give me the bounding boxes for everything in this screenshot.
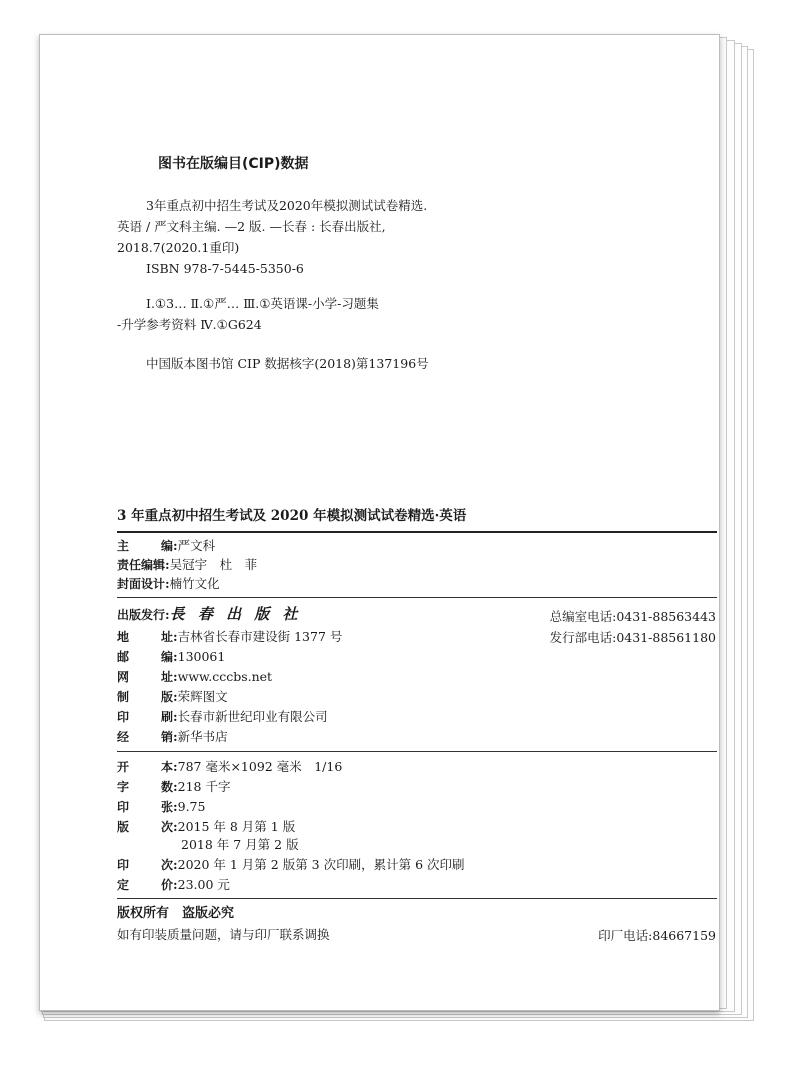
publisher-row: 出版发行:長 春 出 版 社	[117, 605, 302, 623]
publisher-row: 邮 编 :130061	[117, 649, 226, 664]
sales-phone: 发行部电话:0431-88561180	[549, 630, 716, 645]
spec-row: 印 张 :9.75	[117, 799, 206, 814]
publisher-row: 经 销 :新华书店	[117, 729, 228, 744]
cip-heading: 图书在版编目(CIP)数据	[158, 156, 309, 172]
divider	[117, 531, 717, 533]
cip-classification: Ⅰ.①3… Ⅱ.①严… Ⅲ.①英语课-小学-习题集	[146, 296, 379, 311]
spec-row: 印 次 :2020 年 1 月第 2 版第 3 次印刷，累计第 6 次印刷	[117, 857, 465, 872]
cip-record-number: 中国版本图书馆 CIP 数据核字(2018)第137196号	[146, 356, 429, 371]
spec-row-continued: 2018 年 7 月第 2 版	[181, 837, 299, 852]
spec-row: 定 价 :23.00 元	[117, 877, 230, 892]
publisher-row: 制 版 :荣辉图文	[117, 689, 228, 704]
publisher-row: 地 址 :吉林省长春市建设街 1377 号	[117, 629, 343, 644]
quality-notice: 如有印装质量问题，请与印厂联系调换	[117, 927, 330, 942]
cip-isbn: ISBN 978-7-5445-5350-6	[146, 261, 304, 276]
staff-row: 责任编辑:吴冠宇 杜 菲	[117, 557, 258, 572]
editorial-phone: 总编室电话:0431-88563443	[549, 609, 716, 624]
divider	[117, 898, 717, 899]
divider	[117, 751, 717, 752]
cip-line: 英语 / 严文科主编. —2 版. —长春 : 长春出版社,	[117, 219, 386, 234]
staff-row: 主 编 :严文科	[117, 538, 216, 553]
cip-line: 3年重点初中招生考试及2020年模拟测试试卷精选.	[146, 198, 428, 213]
cip-classification: -升学参考资料 Ⅳ.①G624	[117, 317, 262, 332]
cip-line: 2018.7(2020.1重印)	[117, 240, 240, 255]
rights-notice: 版权所有 盗版必究	[117, 906, 235, 921]
staff-row: 封面设计:楠竹文化	[117, 576, 220, 591]
publisher-row: 网 址 :www.cccbs.net	[117, 669, 273, 684]
divider	[117, 597, 717, 598]
spec-row: 版 次 :2015 年 8 月第 1 版	[117, 819, 296, 834]
spec-row: 开 本 :787 毫米×1092 毫米 1/16	[117, 759, 343, 774]
printer-phone: 印厂电话:84667159	[598, 928, 716, 943]
publisher-row: 印 刷 :长春市新世纪印业有限公司	[117, 709, 328, 724]
publisher-logo-text: 長 春 出 版 社	[169, 605, 302, 623]
spec-row: 字 数 :218 千字	[117, 779, 231, 794]
book-title: 3 年重点初中招生考试及 2020 年模拟测试试卷精选·英语	[117, 508, 467, 524]
